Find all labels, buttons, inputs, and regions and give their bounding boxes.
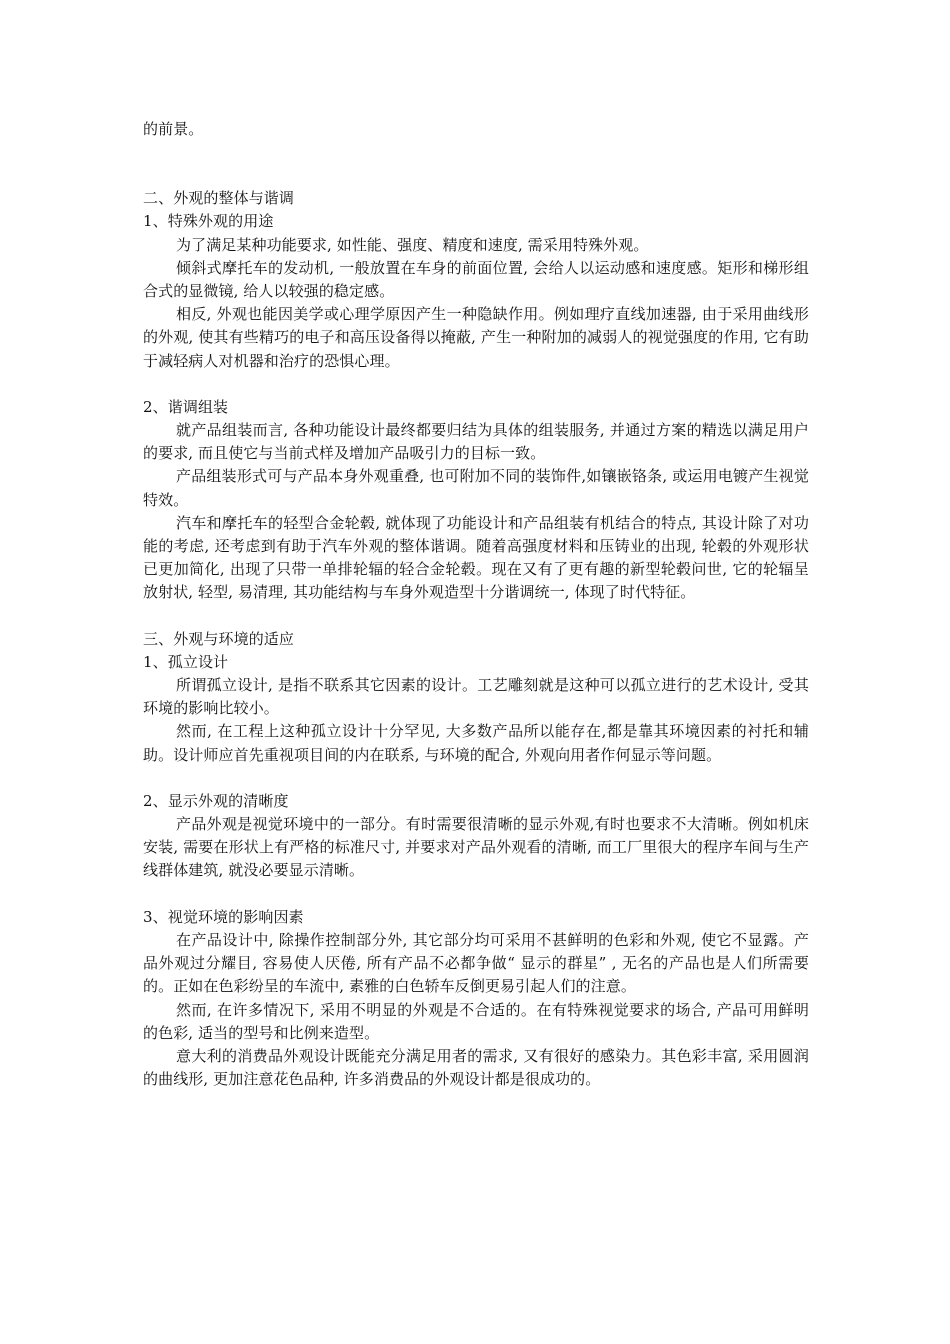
subsection-3-3-title: 3、视觉环境的影响因素 [143,907,304,926]
spacer [143,141,809,187]
paragraph: 相反, 外观也能因美学或心理学原因产生一种隐缺作用。例如理疗直线加速器, 由于采用曲线形的外观, 使其有些精巧的电子和高压设备得以掩蔽, 产生一种附加的减弱人的视觉强度的作用, 它有助于减轻病人对机器和治疗的恐惧心理。 [143,305,809,370]
paragraph: 为了满足某种功能要求, 如性能、强度、精度和速度, 需采用特殊外观。 [176,235,649,254]
paragraph: 然而, 在许多情况下, 采用不明显的外观是不合适的。在有特殊视觉要求的场合, 产品可用鲜明的色彩, 适当的型号和比例来造型。 [143,1000,809,1042]
subsection-3-2-title: 2、显示外观的清晰度 [143,791,289,810]
paragraph: 产品组装形式可与产品本身外观重叠, 也可附加不同的装饰件,如镶嵌铬条, 或运用电镀产生视觉特效。 [143,467,809,509]
spacer [143,373,809,396]
subsection-2-2-title: 2、谐调组装 [143,397,229,416]
paragraph: 就产品组装而言, 各种功能设计最终都要归结为具体的组装服务, 并通过方案的精选以满足用户的要求, 而且使它与当前式样及增加产品吸引力的目标一致。 [143,421,809,463]
intro-tail-text: 的前景。 [143,120,204,138]
subsection-3-1-title: 1、孤立设计 [143,652,229,671]
paragraph: 产品外观是视觉环境中的一部分。有时需要很清晰的显示外观,有时也要求不大清晰。例如机床安装, 需要在形状上有严格的标准尺寸, 并要求对产品外观看的清晰, 而工厂里很大的程序车间与生产线群体建筑, 就没必要显示清晰。 [143,815,809,880]
document-page [143,118,809,1091]
paragraph: 所谓孤立设计, 是指不联系其它因素的设计。工艺雕刻就是这种可以孤立进行的艺术设计, 受其环境的影响比较小。 [143,676,809,718]
subsection-2-1-title: 1、特殊外观的用途 [143,212,274,231]
paragraph: 汽车和摩托车的轻型合金轮毂, 就体现了功能设计和产品组装有机结合的特点, 其设计除了对功能的考虑, 还考虑到有助于汽车外观的整体谐调。随着高强度材料和压铸业的出现, 轮毂的外观形状已更加简化, 出现了只带一单排轮辐的轻合金轮毂。现在又有了更有趣的新型轮毂问世, 它的轮辐呈放射状, 轻型, 易清理, 其功能结构与车身外观造型十分谐调统一, 体现了时代特征。 [143,513,809,602]
paragraph: 在产品设计中, 除操作控制部分外, 其它部分均可采用不甚鲜明的色彩和外观, 使它不显露。产品外观过分耀目, 容易使人厌倦, 所有产品不必都争做“ 显示的群星” , 无名的产品也是人们所需要的。正如在色彩纷呈的车流中, 素雅的白色轿车反倒更易引起人们的注意。 [143,930,809,996]
spacer [143,883,809,906]
paragraph: 倾斜式摩托车的发动机, 一般放置在车身的前面位置, 会给人以运动感和速度感。矩形和梯形组合式的显微镜, 给人以较强的稳定感。 [143,258,809,301]
spacer [143,767,809,790]
section-2-title: 二、外观的整体与谐调 [143,189,295,208]
paragraph: 然而, 在工程上这种孤立设计十分罕见, 大多数产品所以能存在,都是靠其环境因素的衬托和辅助。设计师应首先重视项目间的内在联系, 与环境的配合, 外观向用者作何显示等问题。 [143,722,809,764]
spacer [143,605,809,628]
section-3-title: 三、外观与环境的适应 [143,629,295,648]
paragraph: 意大利的消费品外观设计既能充分满足用者的需求, 又有很好的感染力。其色彩丰富, 采用圆润的曲线形, 更加注意花色品种, 许多消费品的外观设计都是很成功的。 [143,1046,809,1089]
